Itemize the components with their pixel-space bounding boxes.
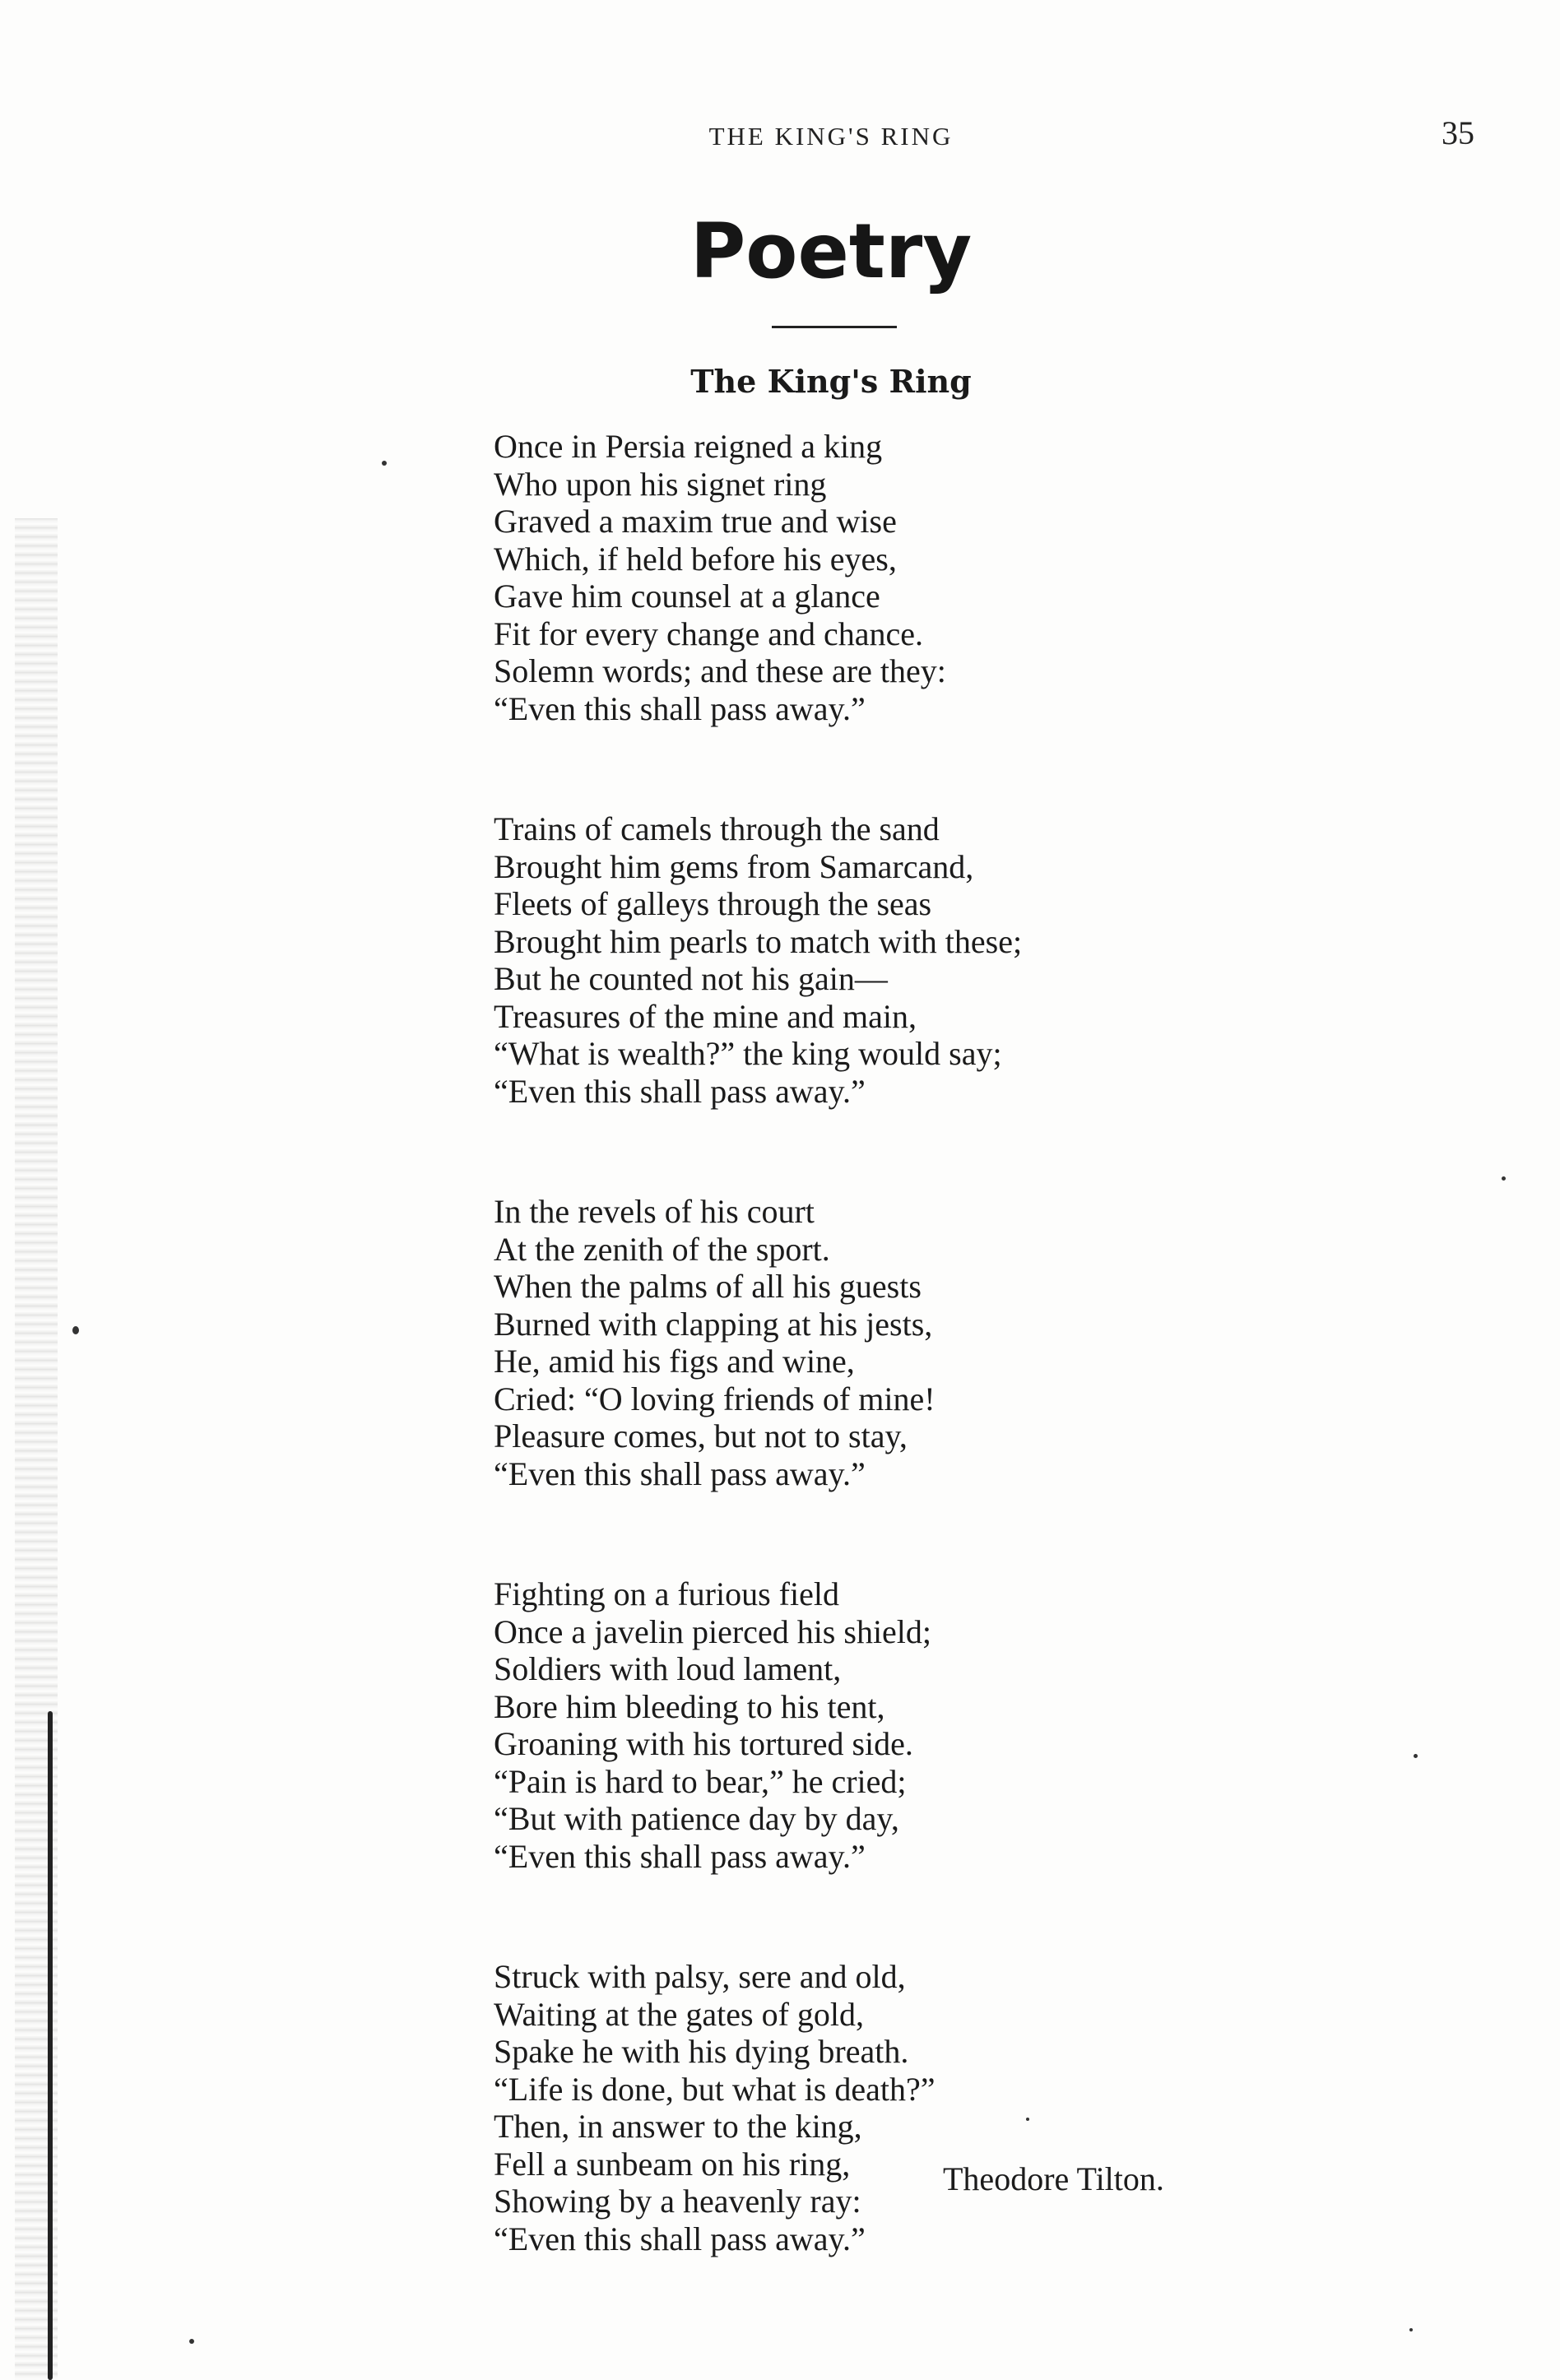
poem-line: Then, in answer to the king, <box>494 2108 862 2145</box>
scan-speck <box>1502 1176 1506 1181</box>
poem-line: Waiting at the gates of gold, <box>494 1995 864 2033</box>
scan-speck <box>1414 1754 1418 1758</box>
poem-line: At the zenith of the sport. <box>494 1230 830 1268</box>
poem-refrain: “Even this shall pass away.” <box>494 1072 866 1110</box>
section-title: Poetry <box>689 207 973 295</box>
poem-line: Trains of camels through the sand <box>494 810 940 847</box>
stanza <box>494 428 1316 727</box>
poem-line: “What is wealth?” the king would say; <box>494 1035 1002 1072</box>
stanza <box>494 1193 1316 1492</box>
poem-line: Bore him bleeding to his tent, <box>494 1687 885 1725</box>
poem-title: The King's Ring <box>690 363 972 400</box>
poem-line: When the palms of all his guests <box>494 1268 922 1305</box>
poem-line: Which, if held before his eyes, <box>494 540 897 578</box>
poem-refrain: “Even this shall pass away.” <box>494 1837 866 1875</box>
page-number: 35 <box>1442 114 1474 151</box>
poem-line: Struck with palsy, sere and old, <box>494 1958 906 1995</box>
poem-line: But he counted not his gain— <box>494 960 888 997</box>
scan-speck <box>189 2339 194 2344</box>
poem-line: Once a javelin pierced his shield; <box>494 1612 932 1650</box>
poem-line: Soldiers with loud lament, <box>494 1650 842 1687</box>
scan-binding-line <box>48 1711 53 2380</box>
poem-line: “Life is done, but what is death?” <box>494 2070 936 2108</box>
poem-body <box>494 428 1316 2341</box>
running-head: THE KING'S RING <box>708 122 954 151</box>
poem-line: Treasures of the mine and main, <box>494 997 917 1035</box>
poem-line: In the revels of his court <box>494 1193 815 1230</box>
poem-line: Fell a sunbeam on his ring, <box>494 2145 851 2183</box>
poem-line: Pleasure comes, but not to stay, <box>494 1417 908 1454</box>
poem-line: Fighting on a furious field <box>494 1575 839 1612</box>
scan-speck <box>72 1326 79 1334</box>
title-divider <box>772 326 897 328</box>
poem-line: Showing by a heavenly ray: <box>494 2183 861 2220</box>
poem-line: Burned with clapping at his jests, <box>494 1305 933 1343</box>
stanza <box>494 810 1316 1110</box>
poem-line: Fit for every change and chance. <box>494 615 923 652</box>
poem-refrain: “Even this shall pass away.” <box>494 2220 866 2257</box>
poem-line: Brought him gems from Samarcand, <box>494 847 974 885</box>
poem-line: Once in Persia reigned a king <box>494 428 883 465</box>
stanza <box>494 1575 1316 1875</box>
poem-line: Graved a maxim true and wise <box>494 503 897 540</box>
poem-line: Who upon his signet ring <box>494 465 827 503</box>
poem-line: Fleets of galleys through the seas <box>494 885 932 922</box>
poem-line: Gave him counsel at a glance <box>494 578 880 615</box>
poem-line: He, amid his figs and wine, <box>494 1343 855 1380</box>
scan-speck <box>1026 2118 1029 2121</box>
scan-speck <box>382 461 387 466</box>
poem-line: Solemn words; and these are they: <box>494 652 946 689</box>
poem-line: Cried: “O loving friends of mine! <box>494 1380 936 1417</box>
poem-author: Theodore Tilton. <box>943 2160 1164 2197</box>
stanza <box>494 1958 1316 2257</box>
poem-refrain: “Even this shall pass away.” <box>494 689 866 727</box>
poem-refrain: “Even this shall pass away.” <box>494 1454 866 1492</box>
scan-speck <box>1409 2328 1413 2331</box>
poem-line: Groaning with his tortured side. <box>494 1725 913 1762</box>
poem-line: Spake he with his dying breath. <box>494 2033 909 2070</box>
poem-line: “But with patience day by day, <box>494 1800 899 1837</box>
poem-line: Brought him pearls to match with these; <box>494 922 1023 960</box>
poem-line: “Pain is hard to bear,” he cried; <box>494 1762 907 1800</box>
